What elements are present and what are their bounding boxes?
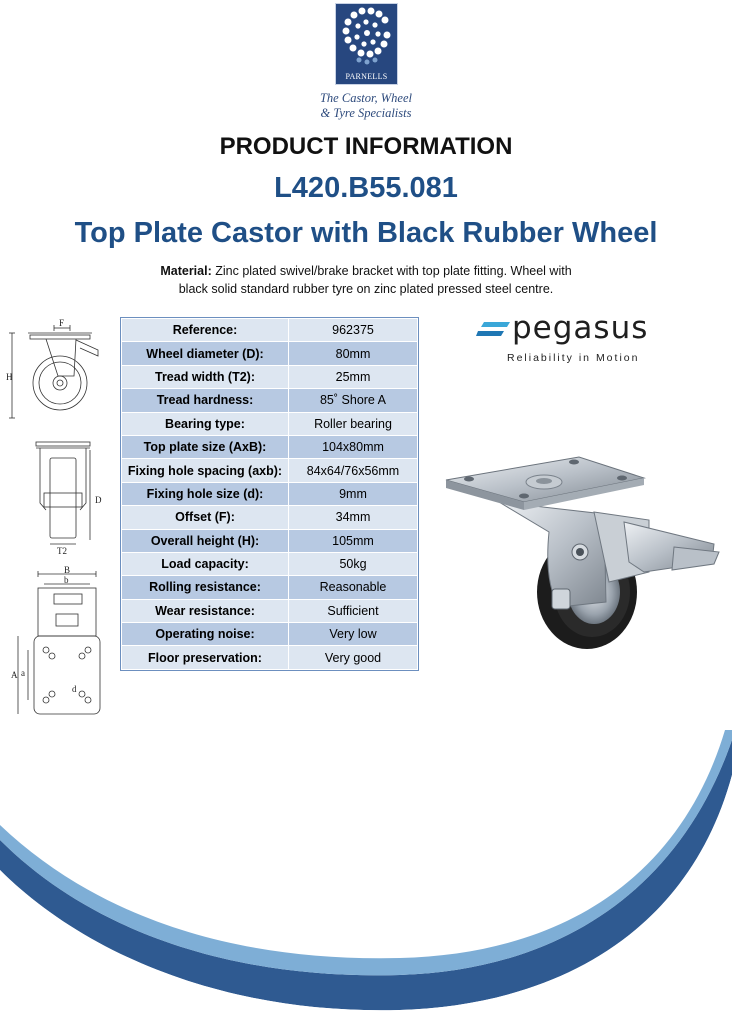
dim-label-b-upper: B bbox=[64, 565, 71, 575]
spec-label: Top plate size (AxB): bbox=[122, 435, 289, 458]
spec-value: 50kg bbox=[289, 552, 418, 575]
dim-label-d: D bbox=[95, 495, 102, 505]
spec-label: Operating noise: bbox=[122, 623, 289, 646]
spec-value: Very low bbox=[289, 623, 418, 646]
spec-table bbox=[121, 318, 418, 670]
spec-label: Fixing hole spacing (axb): bbox=[122, 459, 289, 482]
spec-row bbox=[122, 599, 418, 622]
spec-value: 85˚ Shore A bbox=[289, 389, 418, 412]
dim-label-a-lower: a bbox=[21, 668, 25, 678]
parnells-logo bbox=[335, 3, 398, 85]
pegasus-wordmark: pegasus bbox=[512, 310, 649, 346]
spec-value: 34mm bbox=[289, 506, 418, 529]
spec-label: Wheel diameter (D): bbox=[122, 342, 289, 365]
material-label: Material: bbox=[160, 264, 212, 278]
spec-label: Overall height (H): bbox=[122, 529, 289, 552]
spec-row bbox=[122, 482, 418, 505]
spec-label: Load capacity: bbox=[122, 552, 289, 575]
spec-label: Bearing type: bbox=[122, 412, 289, 435]
spec-label: Floor preservation: bbox=[122, 646, 289, 669]
spec-label: Wear resistance: bbox=[122, 599, 289, 622]
pegasus-stripes-icon bbox=[476, 320, 516, 344]
spec-row bbox=[122, 365, 418, 388]
castor-photo bbox=[444, 452, 724, 652]
product-code: L420.B55.081 bbox=[274, 172, 458, 204]
spec-row bbox=[122, 435, 418, 458]
material-text-1: Zinc plated swivel/brake bracket with top plate fitting. Wheel with bbox=[215, 264, 572, 278]
logo-name: PARNELLS bbox=[345, 72, 388, 81]
dim-label-b-lower: b bbox=[64, 575, 69, 585]
dim-label-h: H bbox=[6, 372, 13, 382]
spec-row bbox=[122, 576, 418, 599]
spec-value: 104x80mm bbox=[289, 435, 418, 458]
spec-label: Rolling resistance: bbox=[122, 576, 289, 599]
spec-value: Roller bearing bbox=[289, 412, 418, 435]
spec-label: Offset (F): bbox=[122, 506, 289, 529]
spec-row bbox=[122, 623, 418, 646]
spec-value: 84x64/76x56mm bbox=[289, 459, 418, 482]
dim-label-f: F bbox=[59, 318, 65, 328]
dim-label-t2: T2 bbox=[57, 546, 67, 556]
spec-row bbox=[122, 412, 418, 435]
page-heading: PRODUCT INFORMATION bbox=[219, 133, 513, 160]
spec-row bbox=[122, 529, 418, 552]
tagline-line-1: The Castor, Wheel bbox=[319, 91, 412, 105]
spec-label: Fixing hole size (d): bbox=[122, 482, 289, 505]
spec-row bbox=[122, 342, 418, 365]
material-description bbox=[140, 262, 592, 298]
pegasus-slogan: Reliability in Motion bbox=[507, 352, 640, 364]
tagline bbox=[300, 91, 432, 121]
spec-value: Reasonable bbox=[289, 576, 418, 599]
spec-value: Very good bbox=[289, 646, 418, 669]
dim-label-a-upper: A bbox=[11, 670, 18, 680]
spec-row bbox=[122, 459, 418, 482]
material-text-2: black solid standard rubber tyre on zinc plated pressed steel centre. bbox=[178, 282, 554, 296]
dim-label-d-lower: d bbox=[72, 684, 77, 694]
spec-value: 80mm bbox=[289, 342, 418, 365]
pegasus-logo bbox=[476, 310, 656, 370]
spec-label: Tread width (T2): bbox=[122, 365, 289, 388]
spec-value: Sufficient bbox=[289, 599, 418, 622]
spec-value: 9mm bbox=[289, 482, 418, 505]
tagline-line-2: & Tyre Specialists bbox=[320, 106, 412, 120]
technical-drawings bbox=[6, 318, 102, 718]
spec-row bbox=[122, 552, 418, 575]
decorative-swoosh bbox=[0, 730, 732, 1024]
spec-label: Reference: bbox=[122, 319, 289, 342]
spec-row bbox=[122, 506, 418, 529]
spec-value: 105mm bbox=[289, 529, 418, 552]
spec-value: 25mm bbox=[289, 365, 418, 388]
spec-label: Tread hardness: bbox=[122, 389, 289, 412]
product-title: Top Plate Castor with Black Rubber Wheel bbox=[74, 217, 658, 249]
spec-row bbox=[122, 389, 418, 412]
spec-row bbox=[122, 319, 418, 342]
spec-row bbox=[122, 646, 418, 669]
logo-dots-icon bbox=[336, 4, 399, 70]
spec-value: 962375 bbox=[289, 319, 418, 342]
